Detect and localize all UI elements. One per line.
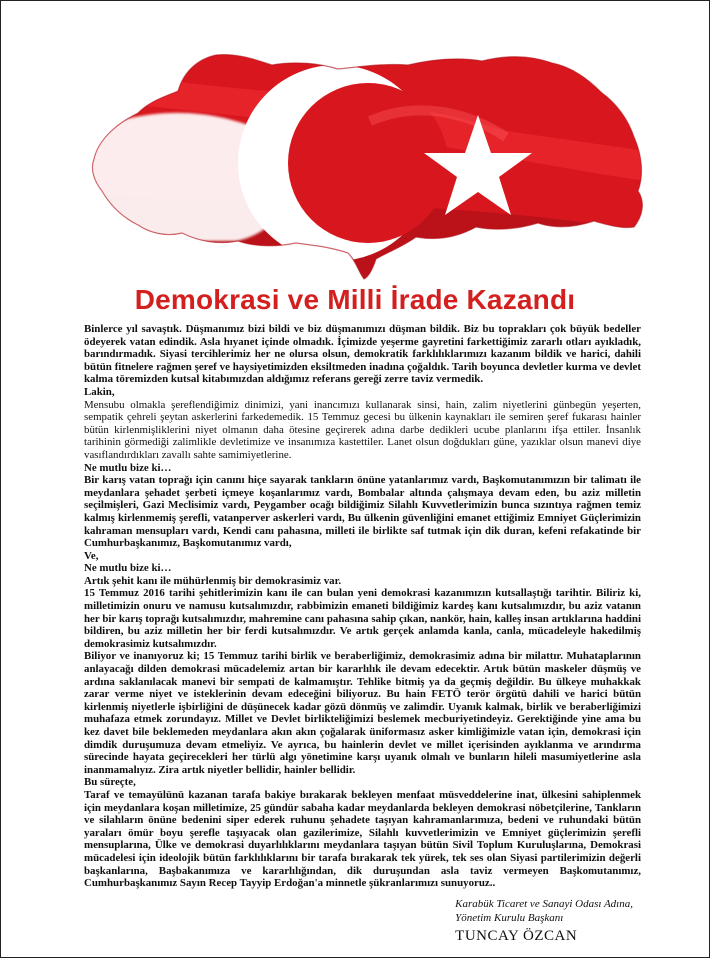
paragraph-11: Bu süreçte,	[84, 776, 136, 789]
page-title: Demokrasi ve Milli İrade Kazandı	[134, 284, 576, 315]
paragraph-10: Biliyor ve inanıyoruz ki; 15 Temmuz tarihi birlik ve beraberliğimiz, demokrasimiz adına bir milattır. Muhataplarının anlayacağı dilden demokrasi mücadelemiz artan bir kararlılık ile devam edecektir. Artık bütün maskeler düşmüş ve ardına saklanılacak manevi bir sempati de kalmamıştır. Tehlike bitmiş ya da geçmiş değildir. Bu ülkeye muhakkak zarar verme niyet ve isteklerinin devam edeceğini biliyoruz. Bu hain FETÖ terör örgütü dahili ve harici bütün kirlenmiş niyetlerle işbirliğini de düşünecek kadar gözü dönmüş ve zalimdir. Uyanık kalmak, birlik ve beraberliğimizi muhafaza etmek zorundayız. Millet ve Devlet birlikteliğimizi beslemek mecburiyetindeyiz. Gerektiğinde yine ama bu kez davet bile beklemeden meydanlara akın akın çoğalarak üniformasız asker kimliğimizle vatan için, demokrasi için dimdik duruşumuza devam etmeliyiz. Ve ayrıca, bu hainlerin devlet ve millet içerisinden ayıklanma ve arındırma sürecinde hayata geçirecekleri her türlü algı yönetimine karşı uyanık olmalı ve bunların hileli masumiyetlerine asla inanmamalıyız. Zira artık niyetler bellidir, hainler bellidir.	[84, 650, 641, 776]
paragraph-1: Binlerce yıl savaştık. Düşmanımız bizi bildi ve biz düşmanımızı düşman bildik. Biz bu toprakları çok büyük bedeller ödeyerek vatan edindik. Asla hıyanet içinde olmadık. İçimizde yeşerme gayretini farkettiğimiz zararlı otları ayıkladık, barındırmadık. Siyasi tercihlerimiz her ne olursa olsun, demokratik farklılıklarımızı kazanım bildik ve harici, dahili bütün fitnelere rağmen şeref ve haysiyetimizden eksiltmeden inadına çoğaldık. Tarih boyunca devletler kurma ve devlet kalma töremizden kutsal kitabımızdan aldığımız referans gereği zerre taviz vermedik.	[84, 323, 641, 386]
signature-name: TUNCAY ÖZCAN	[455, 928, 578, 944]
turkey-flag-map-icon	[86, 41, 646, 281]
paragraph-4: Ne mutlu bize ki…	[84, 461, 172, 474]
paragraph-6: Ve,	[84, 549, 99, 562]
signature-role: Yönetim Kurulu Başkanı	[455, 912, 564, 924]
paragraph-2: Lakin,	[84, 385, 115, 398]
paragraph-3: Mensubu olmakla şereflendiğimiz dinimizi, yani inancımızı kullanarak sinsi, hain, zalim niyetlerini günbegün yeşerten, sempatik çehreli şeytan askerlerini farkedemedik. 15 Temmuz gecesi bu ülkenin kaynakları ile semiren şeref fukarası hainler bütün kirlenmişliklerini niyet olmanın daha ötesine geçirerek adına darbe dedikleri ucube planlarını ifşa ettiler. İnsanlık tarihinin görmediği zalimlikle devletimize ve insanımıza kastettiler. Lanet olsun doğdukları güne, yazıklar olsun manevi diye vasıflandırdıkları zavallı sahte samimiyetlerine.	[84, 398, 641, 461]
paragraph-12: Taraf ve temayülünü kazanan tarafa bakiye bırakarak bekleyen menfaat müsveddelerine inat, ülkesini sahiplenmek için meydanlara koşan milletimize, 25 gündür sabaha kadar meydanlarda bekleyen demokrasi nöbetçilerine, Tankların ve silahların önüne bedenini siper ederek ruhunu şehadete taşıyan kahramanlarımıza, bedeni ve ruhundaki bütün yaraları ömür boyu şerefle taşıyacak olan gazilerimize, Silahlı kuvvetlerimizin ve Emniyet güçlerimizin şerefli mensuplarına, Ülke ve demokrasi duyarlılıklarını meydanlara taşıyan bütün Sivil Toplum Kuruluşlarına, Demokrasi mücadelesi için ideolojik bütün farklılıklarını bir tarafa bırakarak tek yürek, tek ses olan Siyasi partilerimizin değerli başkanlarına, Başbakanımıza ve kararlılığından, dik duruşundan asla taviz vermeyen Başkomutanımız, Cumhurbaşkanımız Sayın Recep Tayyip Erdoğan'a minnetle şükranlarımızı sunuyoruz..	[84, 788, 641, 890]
paragraph-5: Bir karış vatan toprağı için canını hiçe sayarak tankların önüne yatanlarımız vardı, Başkomutanımızın bir talimatı ile meydanlara şehadet şerbeti içmeye koşanlarımız vardı, Bombalar altında çalışmaya devam eden, bu aziz milletin seçilmişleri, Gazi Meclisimiz vardı, Peygamber ocağı bildiğimiz Silahlı Kuvvetlerimizin bunca sızıntıya rağmen temiz kalmış kirlenmemiş şerefli, vatanperver askerleri vardı, Bu ülkenin güvenliğini emanet ettiğimiz Emniyet Güçlerimizin kahraman mensupları vardı, Kendi canı pahasına, milleti ile birlikte saf tutmak için dik duran, kefeni refakatinde bir Cumhurbaşkanımız, Başkomutanımız vardı,	[84, 474, 641, 550]
paragraph-9: 15 Temmuz 2016 tarihi şehitlerimizin kanı ile can bulan yeni demokrasi kazanımızın kutsallaştığı tarihtir. Biliriz ki, milletimizin onuru ve namusu kutsalımızdır, rabbimizin emaneti bildiğimiz kardeş kanı kutsalımızdır, bu aziz vatanın her bir karış toprağı kutsalımızdır, mahremine canı pahasına sahip çıkan, nankör, hain, kalleş insan artıklarına haddini bildiren, bu aziz milletin her bir ferdi kutsalımızdır. Ve artık gerçek anlamda kanla, canla, mücadeleyle hakedilmiş demokrasimiz kutsalımızdır.	[84, 587, 641, 650]
letter-body	[84, 323, 641, 890]
paragraph-8: Artık şehit kanı ile mühürlenmiş bir demokrasimiz var.	[84, 574, 342, 587]
signature-org: Karabük Ticaret ve Sanayi Odası Adına,	[455, 898, 633, 910]
signature-block	[455, 897, 633, 945]
paragraph-7: Ne mutlu bize ki…	[84, 562, 172, 575]
flag-map-graphic	[86, 41, 646, 281]
